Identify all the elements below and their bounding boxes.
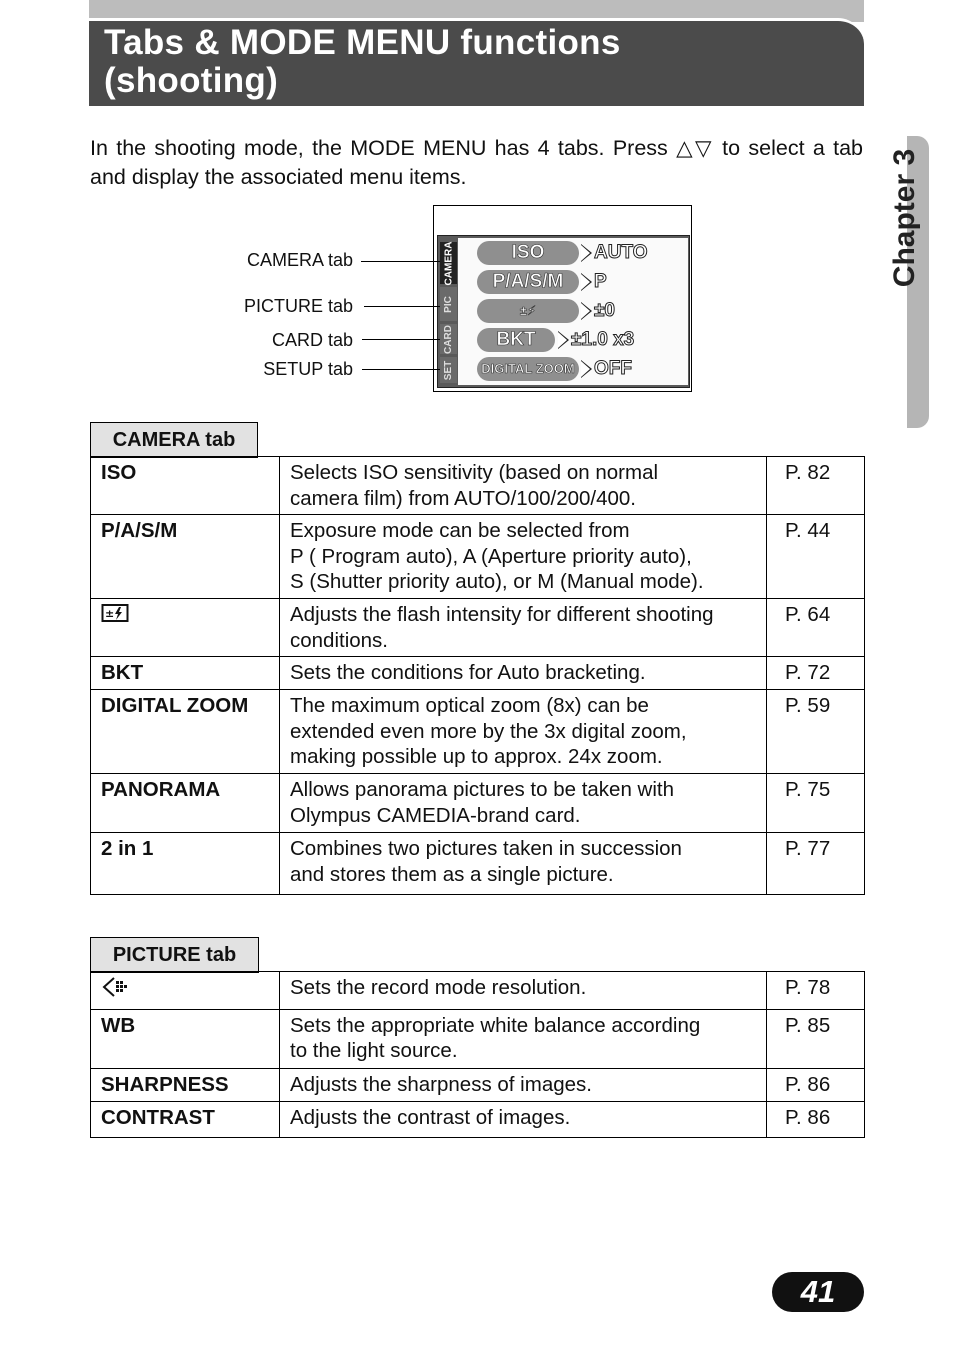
page-reference: P. 77 [767,833,865,895]
page-reference: P. 82 [767,457,865,515]
callout-line [361,261,440,262]
page-reference: P. 72 [767,657,865,690]
screen-tab-pic: PIC [440,287,457,321]
function-description: Allows panorama pictures to be taken with Olympus CAMEDIA-brand card. [280,774,767,833]
flash-intensity-icon [101,602,129,624]
page-number: 41 [772,1272,864,1312]
page-reference: P. 59 [767,690,865,774]
callout-setup-tab: SETUP tab [263,359,353,379]
arrow-right-icon [581,361,590,377]
callout-card-tab: CARD tab [271,330,353,350]
table-row [91,833,865,895]
screen-tab-card: CARD [440,324,457,354]
function-name: P/A/S/M [91,515,280,599]
flash-intensity-icon: ±⚡ [477,299,579,323]
table-row [91,1101,865,1137]
table-row [91,599,865,657]
function-name: 2 in 1 [91,833,280,895]
page-reference: P. 78 [767,972,865,1010]
record-mode-icon [101,975,131,999]
camera-tab-table [90,456,865,895]
page-reference: P. 44 [767,515,865,599]
screen-menu-label: BKT [477,328,555,352]
arrow-right-icon [581,245,590,261]
callout-line [364,306,440,307]
function-description: Adjusts the sharpness of images. [280,1068,767,1101]
picture-tab-table [90,971,865,1138]
function-description: Exposure mode can be selected from P ( Program auto), A (Aperture priority auto), S (Shutter priority auto), or M (Manual mode). [280,515,767,599]
table-row [91,972,865,1010]
function-description: Sets the appropriate white balance according to the light source. [280,1009,767,1068]
screen-menu-label: DIGITAL ZOOM [477,357,579,381]
page-reference: P. 85 [767,1009,865,1068]
function-description: Adjusts the contrast of images. [280,1101,767,1137]
callout-picture-tab: PICTURE tab [243,296,353,316]
screen-tab-camera: CAMERA [440,242,457,284]
function-description: Selects ISO sensitivity (based on normal camera film) from AUTO/100/200/400. [280,457,767,515]
function-name: CONTRAST [91,1101,280,1137]
function-name: BKT [91,657,280,690]
page-title: Tabs & MODE MENU functions (shooting) [104,23,621,100]
screen-menu-value: ±0 [594,300,615,321]
function-description: Sets the record mode resolution. [280,972,767,1010]
function-name-cell [91,972,280,1010]
function-name: ISO [91,457,280,515]
function-name: PANORAMA [91,774,280,833]
screen-menu-value: AUTO [594,242,648,263]
screen-menu-value: P [594,271,607,292]
function-name: WB [91,1009,280,1068]
table-row [91,515,865,599]
function-name-cell [91,599,280,657]
chapter-label: Chapter 3 [888,148,921,288]
function-description: Adjusts the flash intensity for different shooting conditions. [280,599,767,657]
table-row [91,657,865,690]
table-row [91,1068,865,1101]
arrow-right-icon [558,332,567,348]
function-name: DIGITAL ZOOM [91,690,280,774]
picture-tab-header: PICTURE tab [90,937,259,973]
arrow-right-icon [581,303,590,319]
function-name: SHARPNESS [91,1068,280,1101]
screen-menu-label: P/A/S/M [477,270,579,294]
screen-menu-label: ISO [477,241,579,265]
table-row [91,690,865,774]
page-reference: P. 75 [767,774,865,833]
callout-line [362,339,440,340]
table-row [91,457,865,515]
page-reference: P. 86 [767,1068,865,1101]
arrow-right-icon [581,274,590,290]
screen-menu-value: OFF [594,358,632,379]
page-reference: P. 86 [767,1101,865,1137]
camera-tab-header: CAMERA tab [90,422,258,458]
screen-menu-value: ±1.0 x3 [571,329,635,350]
page-reference: P. 64 [767,599,865,657]
svg-text:±: ± [105,607,115,620]
callout-camera-tab: CAMERA tab [246,250,353,270]
table-row [91,1009,865,1068]
function-description: The maximum optical zoom (8x) can be extended even more by the 3x digital zoom, making possible up to approx. 24x zoom. [280,690,767,774]
screen-tab-set: SET [440,357,457,383]
callout-line [362,369,440,370]
table-row [91,774,865,833]
function-description: Combines two pictures taken in succession and stores them as a single picture. [280,833,767,895]
function-description: Sets the conditions for Auto bracketing. [280,657,767,690]
intro-paragraph: In the shooting mode, the MODE MENU has 4 tabs. Press △▽ to select a tab and display the associated menu items. [90,136,863,189]
